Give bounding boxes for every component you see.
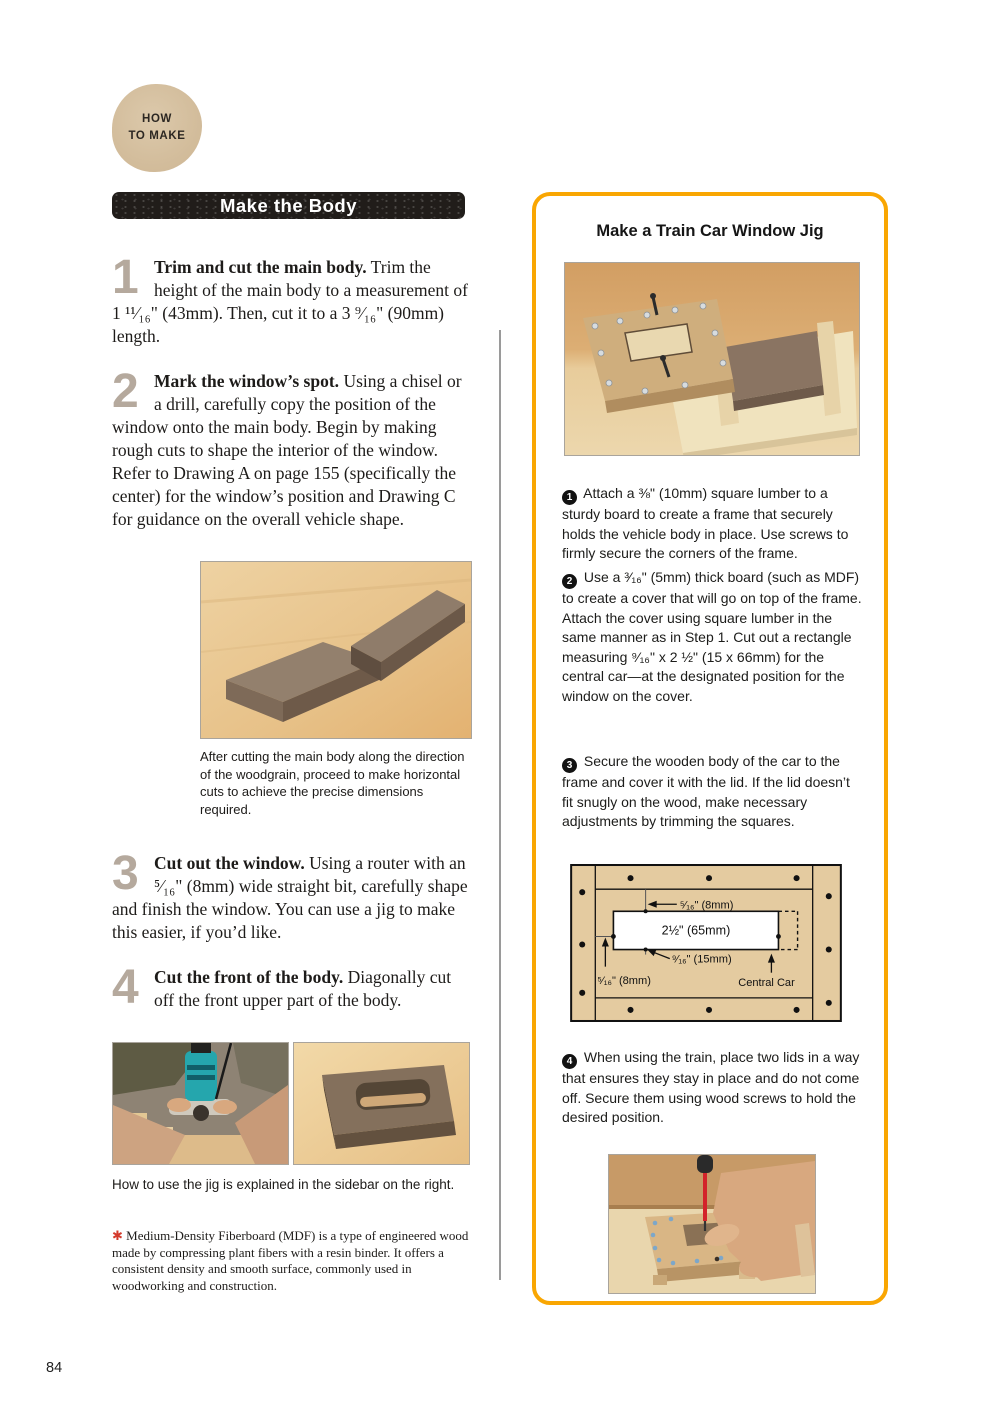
step-4 bbox=[112, 961, 472, 1014]
diagram-label-height: ⁹⁄₁₆" (15mm) bbox=[671, 953, 732, 966]
how-to-make-badge bbox=[112, 84, 202, 172]
sidebar-step-4 bbox=[562, 1048, 863, 1128]
step-1-number: 1 bbox=[112, 251, 139, 304]
photo-main-body-blocks bbox=[200, 561, 472, 739]
sidebar-title: Make a Train Car Window Jig bbox=[596, 222, 824, 240]
step-1-lead: Trim and cut the main body. bbox=[154, 257, 367, 277]
router-illustration bbox=[113, 1043, 288, 1164]
step-1 bbox=[112, 251, 472, 348]
diagram-label-central-car: Central Car bbox=[738, 976, 795, 989]
step-3-lead: Cut out the window. bbox=[154, 853, 305, 873]
step-1-text: Trim the height of the main body to a measurement of 1 ¹¹⁄₁₆" (43mm). Then, cut it to a 3 ⁹⁄₁₆" (90mm) length. bbox=[112, 257, 468, 346]
photo-screwing-lid bbox=[608, 1154, 816, 1294]
jig-diagram-svg bbox=[570, 864, 842, 1022]
page-number: 84 bbox=[46, 1360, 63, 1376]
step-3-number: 3 bbox=[112, 847, 139, 900]
section-banner bbox=[112, 192, 465, 219]
step-2-text: Using a chisel or a drill, carefully copy the position of the window onto the main body. Begin by making rough cuts to shape the interior of the window. Refer to Drawing A on page 155 (specifically the center) for the window’s position and Drawing C for guidance on the overall vehicle shape. bbox=[112, 371, 462, 529]
sidebar-step-2-number: 2 bbox=[562, 574, 577, 589]
diagram-label-left: ⁵⁄₁₆" (8mm) bbox=[597, 974, 651, 987]
step-2-lead: Mark the window’s spot. bbox=[154, 371, 340, 391]
jig-diagram bbox=[570, 864, 842, 1022]
step-2 bbox=[112, 365, 472, 531]
walnut-blocks-illustration bbox=[201, 562, 471, 738]
step-4-lead: Cut the front of the body. bbox=[154, 967, 344, 987]
finished-window-illustration bbox=[294, 1043, 469, 1164]
badge-line2: TO MAKE bbox=[128, 130, 186, 142]
section-title: Make the Body bbox=[219, 195, 358, 216]
sidebar-step-2-text: Use a ³⁄₁₆" (5mm) thick board (such as MDF) to create a cover that will go on top of the frame. Attach the cover using square lumber in the same manner as in Step 1. Cut out a rectangle measuring ⁹⁄₁₆" x 2 ½" (15 x 66mm) for the central car—at the designated position for the window on the cover. bbox=[562, 569, 862, 704]
sidebar-step-4-number: 4 bbox=[562, 1054, 577, 1069]
photo-jig-parts bbox=[564, 262, 860, 456]
diagram-label-top: ⁵⁄₁₆" (8mm) bbox=[679, 899, 734, 912]
sidebar-step-3-number: 3 bbox=[562, 758, 577, 773]
column-divider bbox=[499, 330, 501, 1280]
sidebar-step-4-text: When using the train, place two lids in a way that ensures they stay in place and do not come off. Secure them using wood screws to hold the desired position. bbox=[562, 1049, 860, 1126]
screwing-lid-illustration bbox=[609, 1155, 815, 1293]
sidebar-step-1-number: 1 bbox=[562, 490, 577, 505]
footnote bbox=[112, 1228, 486, 1294]
sidebar-window-jig bbox=[532, 192, 888, 1305]
badge-line1: HOW bbox=[142, 112, 172, 125]
step-2-number: 2 bbox=[112, 365, 139, 418]
step-4-number: 4 bbox=[112, 961, 139, 1014]
photo-router-use bbox=[112, 1042, 289, 1165]
step-3-text: Using a router with an ⁵⁄₁₆" (8mm) wide straight bit, carefully shape and finish the window. You can use a jig to make this easier, if you’d like. bbox=[112, 853, 468, 942]
step-3 bbox=[112, 847, 472, 944]
sidebar-step-3 bbox=[562, 752, 863, 832]
footnote-text: Medium-Density Fiberboard (MDF) is a type of engineered wood made by compressing plant fibers with a resin binder. It offers a consistent density and smooth surface, commonly used in woodworking and construction. bbox=[112, 1228, 469, 1293]
sidebar-step-3-text: Secure the wooden body of the car to the frame and cover it with the lid. If the lid doesn’t fit snugly on the wood, make necessary adjustments by trimming the squares. bbox=[562, 753, 850, 830]
sidebar-step-1 bbox=[562, 484, 863, 564]
photos-caption: How to use the jig is explained in the sidebar on the right. bbox=[112, 1177, 455, 1192]
step-4-text: Diagonally cut off the front upper part of the body. bbox=[154, 967, 452, 1010]
photo-finished-window bbox=[293, 1042, 470, 1165]
photo1-caption: After cutting the main body along the direction of the woodgrain, proceed to make horizontal cuts to achieve the precise dimensions required. bbox=[200, 749, 465, 817]
diagram-label-width: 2½" (65mm) bbox=[661, 923, 731, 938]
sidebar-step-2 bbox=[562, 568, 863, 707]
footnote-marker: ✱ bbox=[112, 1228, 123, 1243]
sidebar-step-1-text: Attach a ⅜" (10mm) square lumber to a sturdy board to create a frame that securely holds the vehicle body in place. Use screws to firmly secure the corners of the frame. bbox=[562, 485, 849, 562]
jig-parts-illustration bbox=[565, 263, 859, 455]
